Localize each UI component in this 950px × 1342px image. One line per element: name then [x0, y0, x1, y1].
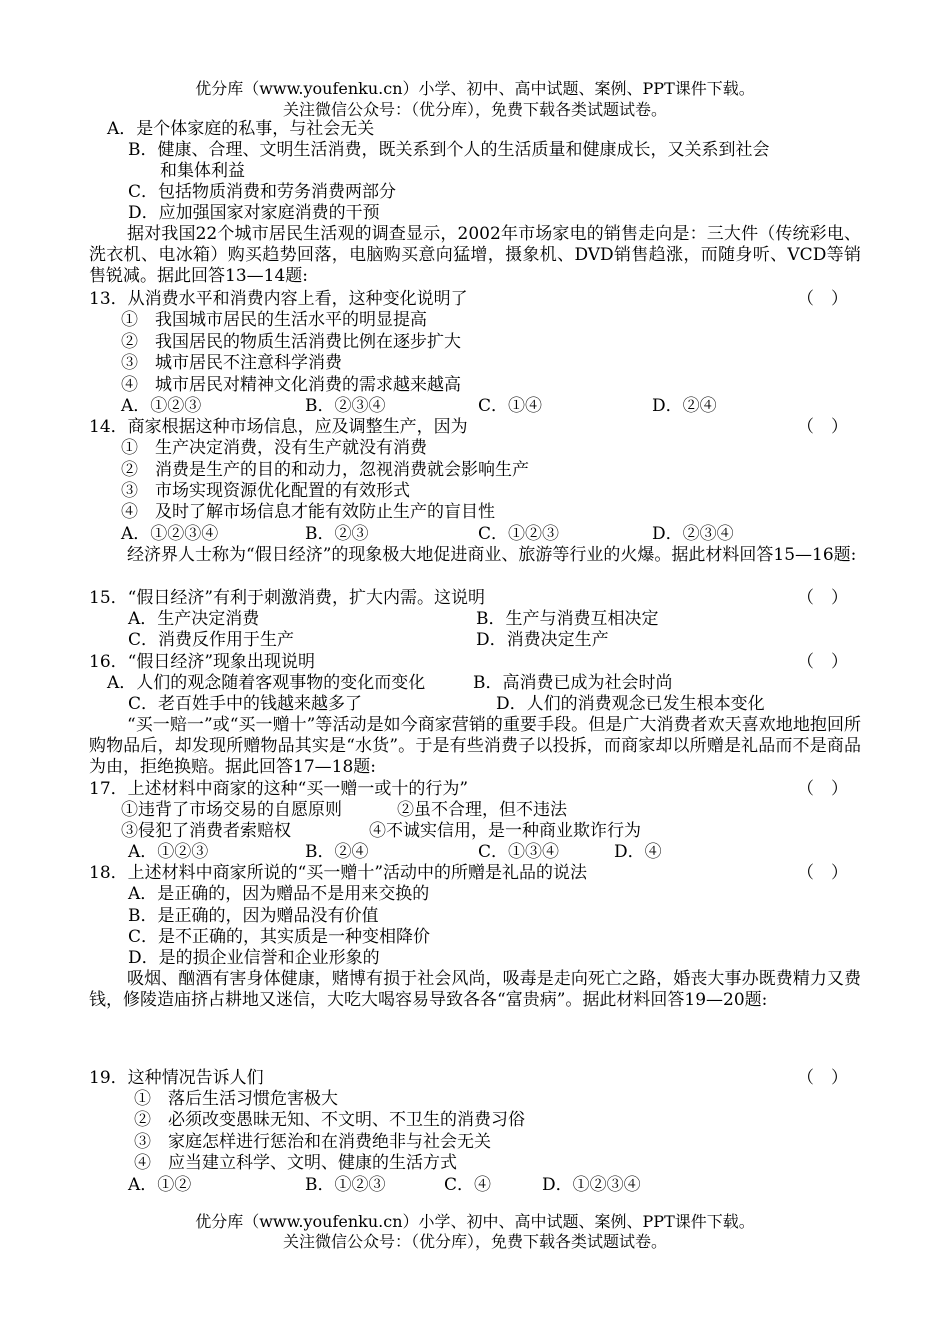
- q19-item-1: ① 落后生活习惯危害极大: [134, 1089, 338, 1109]
- header-line-2: 关注微信公众号：（优分库），免费下载各类试题试卷。: [282, 100, 667, 119]
- q13-item-4: ④ 城市居民对精神文化消费的需求越来越高: [121, 375, 461, 395]
- q19-stem: 19．这种情况告诉人们: [89, 1068, 264, 1088]
- prev-option-c: C．包括物质消费和劳务消费两部分: [128, 182, 397, 202]
- q14-answer-bracket: （ ）: [797, 417, 848, 437]
- q17-item-3: ③侵犯了消费者索赔权: [121, 821, 291, 841]
- footer-line-2: 关注微信公众号：（优分库），免费下载各类试题试卷。: [282, 1232, 667, 1251]
- q17-answer-bracket: （ ）: [797, 779, 848, 799]
- q18-answer-bracket: （ ）: [797, 863, 848, 883]
- q16-answer-bracket: （ ）: [797, 652, 848, 672]
- q13-item-3: ③ 城市居民不注意科学消费: [121, 353, 342, 373]
- q14-stem: 14．商家根据这种市场信息，应及调整生产，因为: [89, 417, 468, 437]
- q19-option-a: A．①②: [128, 1175, 192, 1195]
- q17-option-c: C．①③④: [478, 842, 560, 862]
- q19-item-4: ④ 应当建立科学、文明、健康的生活方式: [134, 1153, 457, 1173]
- q14-option-d: D．②③④: [652, 524, 734, 544]
- q17-item-4: ④不诚实信用，是一种商业欺诈行为: [369, 821, 641, 841]
- q18-option-b: B．是正确的，因为赠品没有价值: [128, 906, 379, 926]
- q17-option-b: B．②④: [305, 842, 369, 862]
- prev-option-b-cont: 和集体利益: [160, 161, 245, 181]
- q19-option-b: B．①②③: [305, 1175, 386, 1195]
- q13-option-a: A．①②③: [121, 396, 202, 416]
- passage-13-14: 据对我国22个城市居民生活观的调查显示，2002年市场家电的销售走向是：三大件（传统彩电、洗衣机、电冰箱）购买趋势回落，电脑购买意向猛增，摄象机、DVD销售趋涨，而随身听、VCD等销售锐减。据此回答13—14题:: [89, 224, 861, 286]
- q13-item-1: ① 我国城市居民的生活水平的明显提高: [121, 310, 427, 330]
- header-line-1: 优分库（www.youfenku.cn）小学、初中、高中试题、案例、PPT课件下载。: [195, 79, 755, 98]
- passage-19-20: 吸烟、酗酒有害身体健康，赌博有损于社会风尚，吸毒是走向死亡之路，婚丧大事办既费精力又费钱，修陵造庙挤占耕地又迷信，大吃大喝容易导致各各“富贵病”。据此材料回答19—20题:: [89, 969, 861, 1010]
- q15-option-d: D．消费决定生产: [476, 630, 609, 650]
- q13-stem: 13．从消费水平和消费内容上看，这种变化说明了: [89, 289, 468, 309]
- q16-option-c: C．老百姓手中的钱越来越多了: [128, 694, 363, 714]
- q19-option-d: D．①②③④: [542, 1175, 641, 1195]
- q19-answer-bracket: （ ）: [797, 1068, 848, 1088]
- q16-option-d: D．人们的消费观念已发生根本变化: [496, 694, 765, 714]
- q17-option-a: A．①②③: [128, 842, 209, 862]
- q14-option-b: B．②③: [305, 524, 369, 544]
- q17-option-d: D．④: [614, 842, 662, 862]
- q18-option-d: D．是的损企业信誉和企业形象的: [128, 948, 380, 968]
- q13-answer-bracket: （ ）: [797, 289, 848, 309]
- q13-option-b: B．②③④: [305, 396, 386, 416]
- q15-option-b: B．生产与消费互相决定: [476, 609, 659, 629]
- q16-stem: 16．“假日经济”现象出现说明: [89, 652, 316, 672]
- passage-17-18: “买一赔一”或“买一赠十”等活动是如今商家营销的重要手段。但是广大消费者欢天喜欢地地抱回所购物品后，却发现所赠物品其实是“水货”。于是有些消费子以投拆，而商家却以所赠是礼品而不是商品为由，拒绝换赔。据此回答17—18题:: [89, 715, 861, 777]
- q15-option-a: A．生产决定消费: [128, 609, 260, 629]
- q16-option-a: A．人们的观念随着客观事物的变化而变化: [107, 673, 426, 693]
- q19-item-2: ② 必须改变愚昧无知、不文明、不卫生的消费习俗: [134, 1110, 525, 1130]
- q19-item-3: ③ 家庭怎样进行惩治和在消费绝非与社会无关: [134, 1132, 491, 1152]
- q13-option-d: D．②④: [652, 396, 717, 416]
- q17-item-1: ①违背了市场交易的自愿原则: [121, 800, 342, 820]
- footer-line-1: 优分库（www.youfenku.cn）小学、初中、高中试题、案例、PPT课件下载。: [195, 1212, 755, 1231]
- q15-answer-bracket: （ ）: [797, 588, 848, 608]
- prev-option-d: D．应加强国家对家庭消费的干预: [128, 203, 380, 223]
- q18-stem: 18．上述材料中商家所说的“买一赠十”活动中的所赠是礼品的说法: [89, 863, 588, 883]
- q16-option-b: B．高消费已成为社会时尚: [473, 673, 673, 693]
- q19-option-c: C．④: [444, 1175, 492, 1195]
- q14-item-2: ② 消费是生产的目的和动力，忽视消费就会影响生产: [121, 460, 529, 480]
- q17-item-2: ②虽不合理，但不违法: [397, 800, 567, 820]
- q13-option-c: C．①④: [478, 396, 543, 416]
- q15-stem: 15．“假日经济”有利于刺激消费，扩大内需。这说明: [89, 588, 486, 608]
- q15-option-c: C．消费反作用于生产: [128, 630, 295, 650]
- q18-option-a: A．是正确的，因为赠品不是用来交换的: [128, 884, 430, 904]
- passage-15-16: 经济界人士称为“假日经济”的现象极大地促进商业、旅游等行业的火爆。据此材料回答15—16题:: [127, 545, 857, 565]
- q13-item-2: ② 我国居民的物质生活消费比例在逐步扩大: [121, 332, 461, 352]
- q14-item-1: ① 生产决定消费，没有生产就没有消费: [121, 438, 427, 458]
- prev-option-b: B．健康、合理、文明生活消费，既关系到个人的生活质量和健康成长，又关系到社会: [128, 140, 770, 160]
- q17-stem: 17．上述材料中商家的这种“买一赠一或十的行为”: [89, 779, 469, 799]
- q14-option-c: C．①②③: [478, 524, 560, 544]
- q14-option-a: A．①②③④: [121, 524, 219, 544]
- q14-item-4: ④ 及时了解市场信息才能有效防止生产的盲目性: [121, 502, 495, 522]
- q14-item-3: ③ 市场实现资源优化配置的有效形式: [121, 481, 410, 501]
- q18-option-c: C．是不正确的，其实质是一种变相降价: [128, 927, 431, 947]
- prev-option-a: A．是个体家庭的私事，与社会无关: [107, 119, 375, 139]
